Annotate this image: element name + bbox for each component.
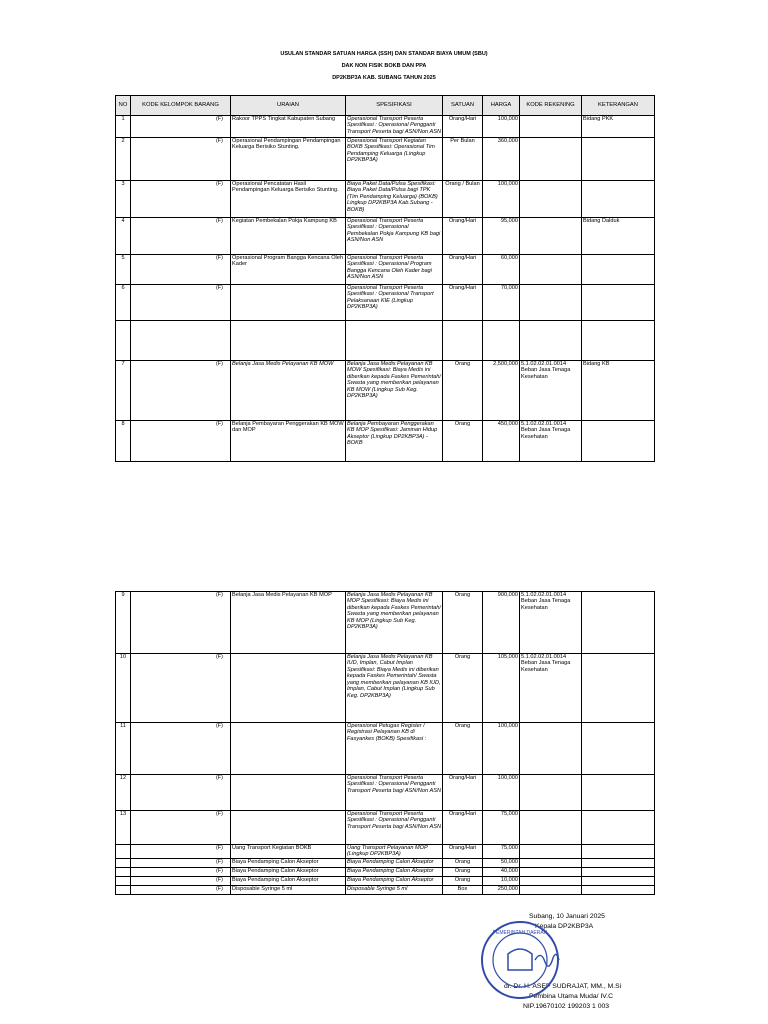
cell-satuan: Orang/Hari: [443, 775, 483, 811]
table-row: [116, 138, 655, 181]
cell-spesifikasi: Operasional Transport Kegiatan BOKB Spesifikasi: Operasional Tim Pendamping Keluarga (Lingkup DP2KBP3A): [346, 138, 443, 181]
cell-flag: (F): [216, 877, 223, 883]
cell-flag: (F): [216, 592, 223, 598]
cell-harga: 70,000: [483, 285, 520, 321]
cell-uraian: Operasional Pendampingan Pendampingan Keluarga Berisiko Stunting.: [231, 138, 346, 181]
cell-keterangan: [582, 868, 655, 877]
cell-rekening: [520, 116, 582, 138]
cell-uraian: [231, 654, 346, 723]
cell-harga: 60,000: [483, 255, 520, 285]
official-stamp: [480, 920, 560, 1000]
cell-keterangan: [582, 421, 655, 462]
cell-spesifikasi: Belanja Pembayaran Penggerakan KB MOP Spesifikasi: Jaminan Hidup Akseptor (Lingkup DP2KBP3A) - BOKB: [346, 421, 443, 462]
cell-spesifikasi: Biaya Pendamping Calon Akseptor: [346, 859, 443, 868]
cell-spesifikasi: Biaya Pendamping Calon Akseptor: [346, 868, 443, 877]
cell-uraian: Kegiatan Pembekalan Pokja Kampung KB: [231, 218, 346, 255]
cell-rekening: [520, 723, 582, 775]
cell-satuan: Per Bulan: [443, 138, 483, 181]
cell-spesifikasi: Uang Transport Pelayanan MOP (Lingkup DP2KBP3A): [346, 845, 443, 859]
table-row: [116, 218, 655, 255]
cell-flag: (F): [216, 218, 223, 224]
cell-satuan: Orang / Bulan: [443, 181, 483, 218]
cell-kode: [131, 218, 231, 255]
cell-uraian: Rakoor TPPS Tingkat Kabupaten Subang: [231, 116, 346, 138]
cell-no: [116, 868, 131, 877]
cell-harga: 105,000: [483, 654, 520, 723]
cell-rekening: [520, 218, 582, 255]
cell-kode: [131, 285, 231, 321]
cell-spesifikasi: Operasional Transport Peserta Spesifikasi : Operasional Pengganti Transport Peserta bagi ASN/Non ASN: [346, 811, 443, 845]
cell-flag: (F): [216, 775, 223, 781]
cell-rekening: [520, 877, 582, 886]
cell-kode: [131, 592, 231, 654]
doc-title-line1: USULAN STANDAR SATUAN HARGA (SSH) DAN STANDAR BIAYA UMUM (SBU): [280, 51, 488, 57]
cell-no: 12: [116, 775, 131, 811]
cell-no: 13: [116, 811, 131, 845]
cell-kode: [131, 654, 231, 723]
cell-kode: [131, 321, 231, 361]
cell-harga: 900,000: [483, 592, 520, 654]
cell-keterangan: [582, 811, 655, 845]
cell-no: [116, 859, 131, 868]
cell-harga: 50,000: [483, 859, 520, 868]
cell-rekening: [520, 285, 582, 321]
cell-kode: [131, 886, 231, 895]
table-row: [116, 886, 655, 895]
cell-no: 1: [116, 116, 131, 138]
doc-title-line3: DP2KBP3A KAB. SUBANG TAHUN 2025: [332, 75, 436, 81]
cell-rekening: [520, 321, 582, 361]
col-rekening: KODE REKENING: [520, 96, 582, 116]
cell-harga: 250,000: [483, 886, 520, 895]
cell-spesifikasi: Belanja Jasa Medis Pelayanan KB MOP Spesifikasi: Biaya Medis ini diberikan kepada Faskes Pemerintah/ Swasta yang memberikan pelayanan KB MOP (Lingkup Sub Keg. DP2KBP3A): [346, 592, 443, 654]
cell-no: 5: [116, 255, 131, 285]
table-row: [116, 811, 655, 845]
cell-rekening: 5.1.02.02.01.0014 Beban Jasa Tenaga Kesehatan: [520, 592, 582, 654]
cell-harga: 100,000: [483, 723, 520, 775]
table-row: [116, 654, 655, 723]
cell-keterangan: [582, 654, 655, 723]
cell-rekening: [520, 138, 582, 181]
cell-kode: [131, 116, 231, 138]
cell-harga: 100,000: [483, 775, 520, 811]
cell-keterangan: [582, 775, 655, 811]
cell-rekening: 5.1.02.02.01.0014 Beban Jasa Tenaga Kesehatan: [520, 654, 582, 723]
cell-flag: (F): [216, 138, 223, 144]
col-uraian: URAIAN: [231, 96, 346, 116]
cell-keterangan: [582, 723, 655, 775]
col-spesifikasi: SPESIFIKASI: [346, 96, 443, 116]
cell-uraian: [231, 285, 346, 321]
cell-flag: (F): [216, 285, 223, 291]
table-row: [116, 723, 655, 775]
cell-satuan: Orang/Hari: [443, 116, 483, 138]
cell-keterangan: Bidang Dalduk: [582, 218, 655, 255]
cell-harga: 75,000: [483, 811, 520, 845]
cell-rekening: [520, 845, 582, 859]
cell-kode: [131, 255, 231, 285]
cell-no: [116, 886, 131, 895]
cell-uraian: Uang Transport Kegiatan BOKB: [231, 845, 346, 859]
cell-flag: (F): [216, 181, 223, 187]
cell-kode: [131, 138, 231, 181]
cell-kode: [131, 775, 231, 811]
sign-place-date: Subang, 10 Januari 2025: [529, 913, 605, 920]
col-keterangan: KETERANGAN: [582, 96, 655, 116]
cell-uraian: Belanja Jasa Medis Pelayanan KB MOP: [231, 592, 346, 654]
table-row: [116, 859, 655, 868]
cell-kode: [131, 877, 231, 886]
cell-keterangan: [582, 592, 655, 654]
cell-spesifikasi: Biaya Pendamping Calon Akseptor: [346, 877, 443, 886]
cell-no: [116, 845, 131, 859]
ssh-table-part1: [115, 95, 655, 462]
cell-kode: [131, 859, 231, 868]
col-kode: KODE KELOMPOK BARANG: [131, 96, 231, 116]
cell-kode: [131, 421, 231, 462]
cell-satuan: Orang: [443, 361, 483, 421]
cell-kode: [131, 723, 231, 775]
table-row: [116, 775, 655, 811]
col-no: NO: [116, 96, 131, 116]
cell-satuan: Orang: [443, 877, 483, 886]
cell-uraian: Biaya Pendamping Calon Akseptor: [231, 868, 346, 877]
stamp-text: PEMERINTAH DAERAH: [492, 930, 548, 936]
cell-rekening: 5.1.02.02.01.0014 Beban Jasa Tenaga Kesehatan: [520, 421, 582, 462]
cell-flag: (F): [216, 859, 223, 865]
ssh-table-part2: [115, 591, 655, 895]
cell-flag: (F): [216, 421, 223, 427]
cell-satuan: Orang: [443, 421, 483, 462]
cell-satuan: Orang: [443, 868, 483, 877]
cell-flag: (F): [216, 723, 223, 729]
cell-satuan: Orang/Hari: [443, 218, 483, 255]
table-header-row: [116, 96, 655, 116]
table-row: [116, 285, 655, 321]
cell-spesifikasi: [346, 321, 443, 361]
cell-flag: (F): [216, 116, 223, 122]
cell-harga: 40,000: [483, 868, 520, 877]
sign-position: Kepala DP2KBP3A: [535, 923, 594, 930]
cell-flag: (F): [216, 886, 223, 892]
stamp-inner-ring: [493, 933, 547, 987]
cell-uraian: Operasional Pencatatan Hasil Pendampingan Keluarga Berisiko Stunting.: [231, 181, 346, 218]
cell-no: 2: [116, 138, 131, 181]
cell-harga: 10,000: [483, 877, 520, 886]
cell-satuan: Orang/Hari: [443, 845, 483, 859]
cell-harga: 75,000: [483, 845, 520, 859]
sign-nip: NIP.19670102 199203 1 003: [523, 1003, 610, 1010]
table-row: [116, 321, 655, 361]
cell-uraian: Biaya Pendamping Calon Akseptor: [231, 877, 346, 886]
cell-rekening: [520, 775, 582, 811]
cell-keterangan: [582, 138, 655, 181]
col-satuan: SATUAN: [443, 96, 483, 116]
table-row: [116, 868, 655, 877]
cell-kode: [131, 361, 231, 421]
cell-kode: [131, 811, 231, 845]
cell-harga: 360,000: [483, 138, 520, 181]
cell-no: 7: [116, 361, 131, 421]
cell-rekening: [520, 255, 582, 285]
table-row: [116, 255, 655, 285]
cell-keterangan: [582, 285, 655, 321]
cell-rekening: [520, 181, 582, 218]
cell-uraian: [231, 811, 346, 845]
cell-flag: (F): [216, 811, 223, 817]
cell-harga: 95,000: [483, 218, 520, 255]
cell-uraian: Operasional Program Bangga Kencana Oleh Kader: [231, 255, 346, 285]
table-row: [116, 421, 655, 462]
doc-title-line2: DAK NON FISIK BOKB DAN PPA: [341, 63, 427, 69]
cell-uraian: [231, 321, 346, 361]
cell-flag: (F): [216, 255, 223, 261]
cell-keterangan: [582, 255, 655, 285]
sign-rank: Pembina Utama Muda/ IV.C: [529, 993, 613, 1000]
cell-spesifikasi: Biaya Paket Data/Pulsa Spesifikasi: Biaya Paket Data/Pulsa bagi TPK (Tim Pendamping Keluarga) (BOKB) Lingkup DP2KBP3A Kab.Subang - BOKB): [346, 181, 443, 218]
cell-flag: (F): [216, 868, 223, 874]
cell-no: 6: [116, 285, 131, 321]
cell-uraian: Biaya Pendamping Calon Akseptor: [231, 859, 346, 868]
cell-satuan: Orang: [443, 592, 483, 654]
table-row: [116, 361, 655, 421]
cell-flag: (F): [216, 361, 223, 367]
cell-keterangan: Bidang KB: [582, 361, 655, 421]
table-row: [116, 116, 655, 138]
cell-keterangan: [582, 321, 655, 361]
cell-no: 4: [116, 218, 131, 255]
sign-name: dr. Dr. H. ASEP SUDRAJAT, MM., M.Si: [504, 983, 622, 990]
cell-kode: [131, 868, 231, 877]
cell-spesifikasi: Belanja Jasa Medis Pelayanan KB MOW Spesifikasi: Biaya Medis ini diberikan kepada Faskes Pemerintah/ Swasta yang memberikan pelayanan KB MOW (Lingkup Sub Keg. DP2KBP3A): [346, 361, 443, 421]
cell-no: 10: [116, 654, 131, 723]
table-row: [116, 845, 655, 859]
cell-satuan: Orang: [443, 654, 483, 723]
cell-harga: [483, 321, 520, 361]
cell-flag: (F): [216, 654, 223, 660]
cell-harga: 100,000: [483, 181, 520, 218]
table-row: [116, 877, 655, 886]
cell-no: [116, 321, 131, 361]
cell-rekening: [520, 811, 582, 845]
cell-spesifikasi: Belanja Jasa Medis Pelayanan KB IUD, Implan, Cabut Implan Spesifikasi: Biaya Medis ini diberikan kepada Faskes Pemerintah/ Swasta yang memberikan pelayanan KB IUD, Implan, Cabut Implan (Lingkup Sub Keg. DP2KBP3A): [346, 654, 443, 723]
cell-rekening: [520, 859, 582, 868]
cell-satuan: Orang/Hari: [443, 811, 483, 845]
cell-harga: 2,500,000: [483, 361, 520, 421]
cell-no: 8: [116, 421, 131, 462]
table-row: [116, 181, 655, 218]
cell-spesifikasi: Disposable Syringe 5 ml: [346, 886, 443, 895]
cell-harga: 100,000: [483, 116, 520, 138]
cell-spesifikasi: Operasional Petugas Register / Registrasi Pelayanan KB di Fasyankes (BOKB) Spesifikasi :: [346, 723, 443, 775]
cell-kode: [131, 845, 231, 859]
cell-spesifikasi: Operasional Transport Peserta Spesifikasi : Operasional Pembekalan Pokja Kampung KB bagi ASN/Non ASN: [346, 218, 443, 255]
stamp-emblem: [508, 949, 532, 970]
cell-uraian: Disposable Syringe 5 ml: [231, 886, 346, 895]
cell-spesifikasi: Operasional Transport Peserta Spesifikasi : Operasional Transport Pelaksanaan KIE (Lingkup DP2KBP3A): [346, 285, 443, 321]
cell-keterangan: [582, 859, 655, 868]
cell-keterangan: [582, 877, 655, 886]
cell-no: [116, 877, 131, 886]
cell-spesifikasi: Operasional Transport Peserta Spesifikasi : Operasional Pengganti Transport Peserta bagi ASN/Non ASN: [346, 116, 443, 138]
cell-flag: (F): [216, 845, 223, 851]
cell-keterangan: Bidang PKK: [582, 116, 655, 138]
cell-satuan: Orang/Hari: [443, 255, 483, 285]
cell-satuan: Orang: [443, 859, 483, 868]
cell-satuan: Orang/Hari: [443, 285, 483, 321]
cell-spesifikasi: Operasional Transport Peserta Spesifikasi : Operasional Program Bangga Kencana Oleh Kader bagi ASN/Non ASN: [346, 255, 443, 285]
cell-uraian: Belanja Jasa Medis Pelayanan KB MOW: [231, 361, 346, 421]
cell-uraian: Belanja Pembayaran Penggerakan KB MOW dan MOP: [231, 421, 346, 462]
cell-keterangan: [582, 886, 655, 895]
cell-harga: 450,000: [483, 421, 520, 462]
cell-spesifikasi: Operasional Transport Peserta Spesifikasi : Operasional Pengganti Transport Peserta bagi ASN/Non ASN: [346, 775, 443, 811]
cell-kode: [131, 181, 231, 218]
cell-satuan: [443, 321, 483, 361]
cell-uraian: [231, 775, 346, 811]
cell-uraian: [231, 723, 346, 775]
table-row: [116, 592, 655, 654]
cell-rekening: 5.1.02.02.01.0014 Beban Jasa Tenaga Kesehatan: [520, 361, 582, 421]
col-harga: HARGA: [483, 96, 520, 116]
cell-rekening: [520, 868, 582, 877]
cell-keterangan: [582, 181, 655, 218]
cell-satuan: Box: [443, 886, 483, 895]
cell-no: 11: [116, 723, 131, 775]
cell-keterangan: [582, 845, 655, 859]
cell-rekening: [520, 886, 582, 895]
cell-no: 9: [116, 592, 131, 654]
cell-no: 3: [116, 181, 131, 218]
cell-satuan: Orang: [443, 723, 483, 775]
